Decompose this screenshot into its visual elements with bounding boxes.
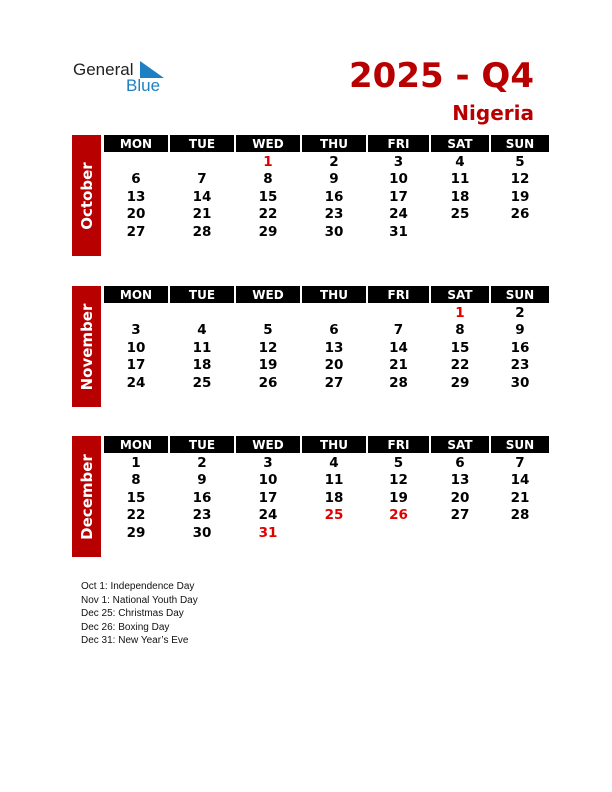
- day-cell: 21: [389, 357, 408, 374]
- month-label: [72, 286, 101, 407]
- day-cell: 12: [510, 171, 530, 188]
- day-cell: 9: [515, 322, 525, 339]
- month-october: [72, 135, 540, 256]
- day-cell: 2: [329, 153, 339, 170]
- day-cell: 20: [126, 206, 146, 223]
- day-cell: 27: [126, 223, 146, 240]
- day-cell: 1: [131, 454, 141, 471]
- day-cell: 10: [258, 472, 278, 489]
- day-cell: 8: [131, 472, 141, 489]
- week-row: [104, 374, 551, 392]
- day-cell: 29: [126, 524, 146, 541]
- empty-day-cell: [431, 223, 489, 241]
- day-cell: 16: [192, 489, 212, 506]
- weekday-header: [104, 286, 551, 303]
- week-row: [104, 153, 551, 171]
- weekday-header: [104, 135, 551, 152]
- weekday-sun: SUN: [491, 436, 549, 453]
- weekday-fri: FRI: [368, 286, 429, 303]
- holiday-note: Dec 31: New Year’s Eve: [81, 635, 189, 646]
- day-cell: 25: [192, 374, 212, 391]
- weekday-tue: TUE: [170, 286, 234, 303]
- week-row: [104, 489, 551, 507]
- week-row: [104, 188, 551, 206]
- day-cell: 3: [131, 322, 141, 339]
- month-label: [72, 436, 101, 557]
- day-cell: 27: [324, 374, 344, 391]
- day-cell: 23: [192, 507, 212, 524]
- weekday-wed: WED: [236, 436, 300, 453]
- day-cell: 28: [192, 223, 212, 240]
- day-cell: 26: [389, 507, 408, 524]
- day-cell: 18: [192, 357, 212, 374]
- day-cell: 5: [515, 153, 525, 170]
- day-grid: [104, 454, 551, 542]
- empty-day-cell: [431, 524, 489, 542]
- empty-day-cell: [368, 304, 429, 322]
- day-cell: 30: [192, 524, 212, 541]
- day-cell: 22: [258, 206, 278, 223]
- day-cell: 1: [263, 153, 273, 170]
- day-cell: 19: [389, 489, 408, 506]
- holiday-note: Dec 26: Boxing Day: [81, 621, 170, 633]
- day-cell: 12: [389, 472, 408, 489]
- day-cell: 2: [197, 454, 207, 471]
- day-cell: 30: [510, 374, 530, 391]
- empty-day-cell: [491, 223, 549, 241]
- week-row: [104, 472, 551, 490]
- day-cell: 23: [324, 206, 344, 223]
- empty-day-cell: [236, 304, 300, 322]
- day-cell: 10: [389, 171, 408, 188]
- day-cell: 22: [126, 507, 146, 524]
- day-cell: 7: [393, 322, 404, 339]
- week-row: [104, 357, 551, 375]
- day-cell: 14: [510, 472, 530, 489]
- weekday-wed: WED: [236, 135, 300, 152]
- day-cell: 8: [455, 322, 465, 339]
- day-cell: 2: [515, 304, 525, 321]
- day-cell: 14: [389, 339, 408, 356]
- day-cell: 3: [263, 454, 273, 471]
- day-cell: 1: [455, 304, 465, 321]
- day-cell: 4: [329, 454, 339, 471]
- day-cell: 4: [197, 322, 207, 339]
- day-cell: 6: [131, 171, 141, 188]
- empty-day-cell: [302, 304, 366, 322]
- logo-word-general: General: [73, 60, 134, 79]
- weekday-mon: MON: [104, 135, 168, 152]
- month-name: November: [77, 303, 96, 390]
- day-cell: 27: [450, 507, 470, 524]
- day-cell: 11: [450, 171, 470, 188]
- day-cell: 19: [510, 188, 530, 205]
- day-cell: 16: [510, 339, 530, 356]
- empty-day-cell: [302, 524, 366, 542]
- day-cell: 15: [450, 339, 470, 356]
- weekday-tue: TUE: [170, 436, 234, 453]
- day-cell: 29: [450, 374, 470, 391]
- weekday-tue: TUE: [170, 135, 234, 152]
- day-cell: 17: [389, 188, 408, 205]
- day-cell: 23: [510, 357, 530, 374]
- day-cell: 28: [510, 507, 530, 524]
- month-name: October: [77, 161, 96, 230]
- day-cell: 18: [450, 188, 470, 205]
- day-cell: 25: [324, 507, 344, 524]
- day-cell: 19: [258, 357, 278, 374]
- week-row: [104, 454, 551, 472]
- day-cell: 8: [263, 171, 273, 188]
- weekday-sat: SAT: [431, 436, 489, 453]
- day-cell: 14: [192, 188, 212, 205]
- day-cell: 20: [324, 357, 344, 374]
- weekday-thu: THU: [302, 135, 366, 152]
- weekday-header: [104, 436, 551, 453]
- weekday-sun: SUN: [491, 286, 549, 303]
- day-cell: 13: [126, 188, 146, 205]
- day-cell: 4: [455, 153, 465, 170]
- weekday-sat: SAT: [431, 286, 489, 303]
- day-cell: 28: [389, 374, 408, 391]
- weekday-fri: FRI: [368, 135, 429, 152]
- week-row: [104, 524, 551, 542]
- holiday-note: Nov 1: National Youth Day: [81, 594, 198, 606]
- day-cell: 22: [450, 357, 470, 374]
- day-cell: 5: [263, 322, 273, 339]
- weekday-fri: FRI: [368, 436, 429, 453]
- day-cell: 6: [455, 454, 465, 471]
- logo-word-blue: Blue: [126, 76, 161, 95]
- empty-day-cell: [170, 304, 234, 322]
- day-cell: 10: [126, 339, 146, 356]
- week-row: [104, 223, 551, 241]
- day-cell: 26: [510, 206, 530, 223]
- month-label: [72, 135, 101, 256]
- logo: [73, 60, 173, 96]
- day-cell: 9: [329, 171, 339, 188]
- empty-day-cell: [368, 524, 429, 542]
- day-cell: 6: [329, 322, 339, 339]
- empty-day-cell: [104, 153, 168, 171]
- week-row: [104, 322, 551, 340]
- day-cell: 31: [389, 223, 408, 240]
- day-cell: 31: [258, 524, 278, 541]
- day-cell: 12: [258, 339, 278, 356]
- day-cell: 30: [324, 223, 344, 240]
- empty-day-cell: [491, 524, 549, 542]
- weekday-sun: SUN: [491, 135, 549, 152]
- weekday-mon: MON: [104, 436, 168, 453]
- week-row: [104, 171, 551, 189]
- weekday-thu: THU: [302, 436, 366, 453]
- day-cell: 11: [192, 339, 212, 356]
- day-cell: 21: [192, 206, 212, 223]
- day-cell: 26: [258, 374, 278, 391]
- day-cell: 24: [126, 374, 146, 391]
- holiday-note: Oct 1: Independence Day: [81, 581, 195, 592]
- day-grid: [104, 153, 551, 241]
- day-cell: 3: [393, 153, 404, 170]
- day-cell: 15: [126, 489, 146, 506]
- day-cell: 7: [515, 454, 525, 471]
- holiday-notes: [81, 580, 198, 648]
- country-name: Nigeria: [452, 101, 534, 125]
- page-title: 2025 - Q4: [349, 56, 534, 96]
- day-cell: 25: [450, 206, 470, 223]
- month-november: [72, 286, 540, 407]
- day-cell: 20: [450, 489, 470, 506]
- day-cell: 13: [450, 472, 470, 489]
- day-cell: 5: [393, 454, 404, 471]
- weekday-thu: THU: [302, 286, 366, 303]
- day-cell: 24: [258, 507, 278, 524]
- day-cell: 24: [389, 206, 408, 223]
- empty-day-cell: [170, 153, 234, 171]
- weekday-wed: WED: [236, 286, 300, 303]
- weekday-sat: SAT: [431, 135, 489, 152]
- day-cell: 17: [126, 357, 146, 374]
- week-row: [104, 507, 551, 525]
- empty-day-cell: [104, 304, 168, 322]
- week-row: [104, 206, 551, 224]
- day-cell: 15: [258, 188, 278, 205]
- weekday-mon: MON: [104, 286, 168, 303]
- day-grid: [104, 304, 551, 392]
- holiday-note: Dec 25: Christmas Day: [81, 608, 184, 619]
- day-cell: 11: [324, 472, 344, 489]
- day-cell: 18: [324, 489, 344, 506]
- month-name: December: [77, 453, 96, 540]
- day-cell: 13: [324, 339, 344, 356]
- day-cell: 21: [510, 489, 530, 506]
- week-row: [104, 339, 551, 357]
- month-december: [72, 436, 540, 557]
- day-cell: 7: [197, 171, 207, 188]
- week-row: [104, 304, 551, 322]
- day-cell: 9: [197, 472, 207, 489]
- day-cell: 16: [324, 188, 344, 205]
- day-cell: 17: [258, 489, 278, 506]
- day-cell: 29: [258, 223, 278, 240]
